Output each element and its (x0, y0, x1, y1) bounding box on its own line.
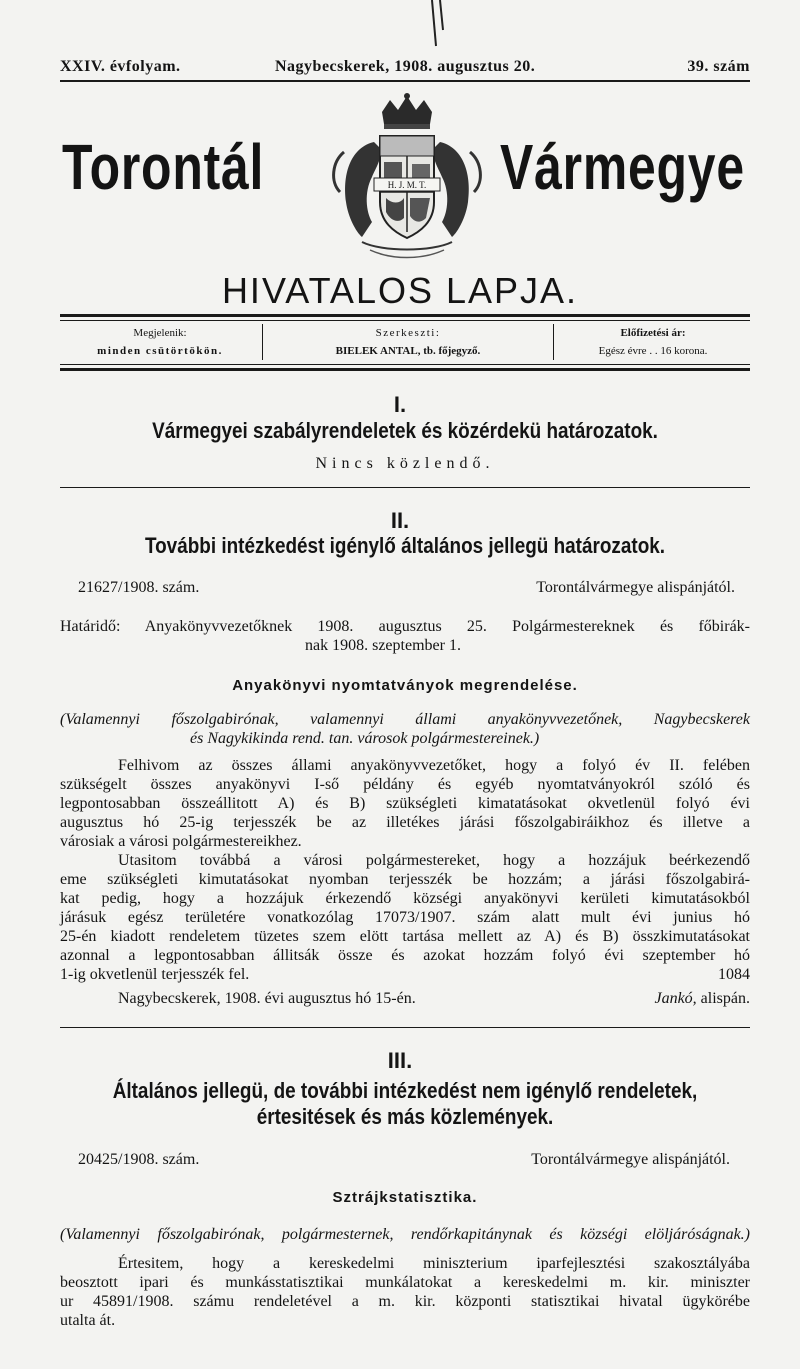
section-2-signature-place: Nagybecskerek, 1908. évi augusztus hó 15-én. (118, 990, 416, 1007)
volume-label: XXIV. évfolyam. (60, 58, 181, 75)
masthead-rule (60, 80, 750, 82)
section-2-body-line: kat pedig, hogy a hozzájuk érkezendő községi anyakönyvi kerületi kimutatásokból (60, 890, 750, 907)
section-2-addressee-1: (Valamennyi főszolgabirónak, valamennyi állami anyakönyvvezetőnek, Nagybecskerek (60, 711, 750, 728)
section-2-body-line: legpontosabban összeállitott A) és B) szükségleti kimatatásokat okvetlenül folyó évi (60, 795, 750, 812)
signature-title: alispán. (700, 990, 750, 1007)
section-3-number: III. (387, 1048, 413, 1073)
info-publication-label: Megjelenik: (133, 327, 187, 339)
section-3-body-line: utalta át. (60, 1312, 116, 1329)
section-2-deadline-1: Határidő: Anyakönyvvezetőknek 1908. augusztus 25. Polgármestereknek és főbirák- (60, 618, 750, 635)
crest-banner-text: H. J. M. T. (387, 180, 427, 190)
section-2-ref-number: 21627/1908. szám. (78, 579, 200, 596)
section-3-heading: Sztrájkstatisztika. (332, 1189, 478, 1206)
info-rule-bottom-thick (60, 368, 750, 371)
place-date: Nagybecskerek, 1908. augusztus 20. (275, 58, 536, 75)
section-1-number: I. (393, 392, 407, 417)
section-2-body-line: járásuk egész területére vonatkozólag 17073/1907. szám alatt mult évi junius hó (60, 909, 750, 926)
section-2-body-line: augusztus hó 25-ig terjesszék be az illetékes járási főszolgabiráikhoz és illetve a (60, 814, 750, 831)
section-1-title: Vármegyei szabályrendeletek és közérdekü határozatok. (152, 418, 658, 443)
section-2-title: További intézkedést igénylő általános jellegü határozatok. (144, 533, 666, 558)
section-2-doc-number: 1084 (718, 966, 750, 983)
info-divider-2 (553, 324, 554, 360)
info-rule-top-thin (60, 320, 750, 321)
section-3-ref-number: 20425/1908. szám. (78, 1151, 200, 1168)
info-price (556, 324, 750, 360)
section-2-deadline-2: nak 1908. szeptember 1. (305, 637, 461, 654)
section-3-title-2: értesitések és más közlemények. (256, 1104, 554, 1129)
section-2-body-line: Felhivom az összes állami anyakönyvvezetőket, hogy a folyó év II. felében (118, 757, 750, 774)
signature-name: Jankó, (654, 990, 697, 1007)
section-2-body-line: 1-ig okvetlenül terjesszék fel. (60, 966, 250, 983)
section-3-body-line: Értesitem, hogy a kereskedelmi miniszterium iparfejlesztési szakosztályába (118, 1255, 750, 1272)
section-2-ref-source: Torontálvármegye alispánjától. (536, 579, 735, 596)
section-2-body-line: 25-én kiadott rendeletem tüzetes szem elött tartása mellett az A) és B) összkimutatásokat (60, 928, 750, 945)
info-editor-label: Szerkeszti: (375, 327, 441, 339)
section-1-note: Nincs közlendő. (315, 455, 495, 472)
section-3-body-line: ur 45891/1908. számu rendeletével a m. kir. központi statisztikai hivatal ügykörébe (60, 1293, 750, 1310)
info-rule-top (60, 314, 750, 317)
title-right: Vármegye (500, 131, 745, 203)
section-2-body-line: városiak a városi polgármestereikhez. (60, 833, 302, 850)
section-2-body-line: eme szükségleti kimutatásokat nyomban terjesszék be hozzám; a járási főszolgabirá- (60, 871, 750, 888)
section-3-ref-source: Torontálvármegye alispánjától. (531, 1151, 730, 1168)
section-3-addressee: (Valamennyi főszolgabirónak, polgármesternek, rendőrkapitánynak és községi elöljáróságnak.) (60, 1226, 750, 1243)
section-3-title-1: Általános jellegü, de további intézkedést nem igénylő rendeletek, (112, 1078, 698, 1103)
section-3-body-line: beosztott ipari és munkásstatisztikai munkálatokat a kereskedelmi m. kir. miniszter (60, 1274, 750, 1291)
section-2-rule (60, 1027, 750, 1028)
section-2-number: II. (390, 508, 410, 533)
coat-of-arms-icon (322, 92, 492, 262)
section-2-body-line: szükségelt összes anyakönyvi I-ső példány és egyéb nyomtatványokról szóló és (60, 776, 750, 793)
section-2-signature (560, 989, 750, 1008)
info-editor (265, 324, 551, 360)
section-1-rule (60, 487, 750, 488)
info-divider-1 (262, 324, 263, 360)
title-left: Torontál (62, 131, 265, 203)
section-2-body-line: azonnal a legpontosabban állitsák össze és azokat hozzám folyó évi szeptember hó (60, 947, 750, 964)
info-publication (60, 324, 260, 360)
subtitle: HIVATALOS LAPJA. (221, 270, 579, 311)
info-publication-value: minden csütörtökön. (97, 345, 223, 357)
issue-number: 39. szám (687, 58, 750, 75)
section-2-heading: Anyakönyvi nyomtatványok megrendelése. (232, 677, 578, 694)
info-rule-bottom (60, 364, 750, 365)
info-editor-value: BIELEK ANTAL, tb. főjegyző. (335, 345, 481, 357)
info-price-label: Előfizetési ár: (620, 327, 686, 339)
info-price-value: Egész évre . . 16 korona. (598, 345, 708, 357)
section-2-addressee-2: és Nagykikinda rend. tan. városok polgármestereinek.) (190, 730, 540, 747)
scan-mark (430, 0, 436, 48)
section-2-body-line: Utasitom továbbá a városi polgármestereket, hogy a hozzájuk beérkezendő (118, 852, 750, 869)
